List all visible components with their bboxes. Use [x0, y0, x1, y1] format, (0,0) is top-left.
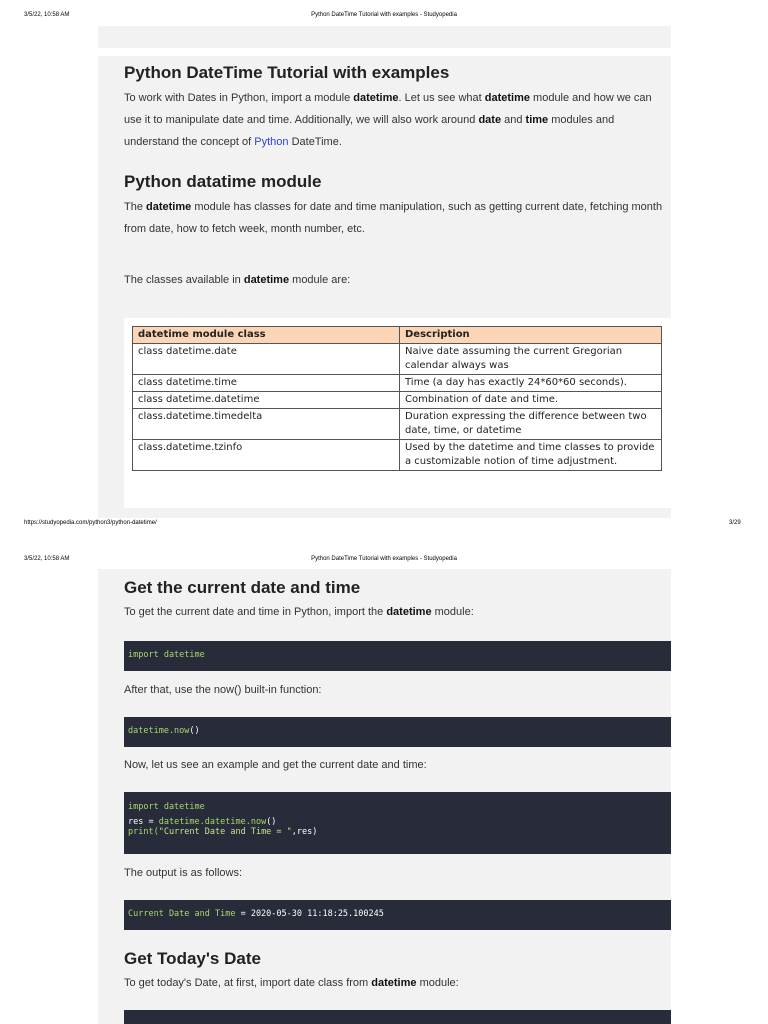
now-paragraph: After that, use the now() built-in function: [124, 684, 322, 696]
page-title: Python DateTime Tutorial with examples [124, 63, 450, 82]
module-heading: Python datatime module [124, 172, 322, 191]
print-url[interactable]: https://studyopedia.com/python3/python-datetime/ [24, 520, 157, 526]
code-token: () [189, 726, 200, 736]
table-cell: Time (a day has exactly 24*60*60 seconds). [400, 375, 662, 392]
code-token: datetime.datetime.now [158, 817, 267, 827]
bold-term: datetime [146, 201, 192, 213]
print-title: Python DateTime Tutorial with examples - Studyopedia [311, 12, 457, 18]
code-line [128, 726, 671, 736]
table-row [133, 375, 662, 392]
bold-term: datetime [371, 977, 417, 989]
intro-paragraph: To work with Dates in Python, import a module datetime. Let us see what datetime module and how we can use it to manipulate date and time. Additionally, we will also work around date and time modules and understand the concept of Python DateTime. [124, 92, 652, 148]
today-heading: Get Today's Date [124, 949, 261, 968]
table-cell: class datetime.date [133, 344, 400, 375]
code-token: print( [128, 827, 159, 837]
table-cell: Used by the datetime and time classes to provide a customizable notion of time adjustment. [400, 440, 662, 471]
code-token: Current Date and Time [128, 909, 236, 919]
print-date: 3/5/22, 10:58 AM [24, 556, 70, 562]
code-token: "Current Date and Time = " [158, 827, 292, 837]
table-header-cell: datetime module class [133, 327, 400, 344]
bold-term: time [525, 114, 549, 126]
current-date-paragraph: To get the current date and time in Python, import the datetime module: [124, 606, 474, 618]
code-block [124, 792, 671, 854]
today-paragraph: To get today's Date, at first, import date class from datetime module: [124, 977, 459, 989]
bold-term: datetime [484, 92, 530, 104]
code-line [128, 909, 671, 919]
table-row [133, 409, 662, 440]
code-token: = 2020-05-30 11:18:25.100245 [235, 909, 384, 919]
classes-paragraph: The classes available in datetime module are: [124, 274, 351, 286]
table-header-row [133, 327, 662, 344]
print-date: 3/5/22, 10:58 AM [24, 12, 70, 18]
print-title: Python DateTime Tutorial with examples - Studyopedia [311, 556, 457, 562]
table-cell: class datetime.time [133, 375, 400, 392]
table-row [133, 344, 662, 375]
table-row [133, 392, 662, 409]
table-cell: Combination of date and time. [400, 392, 662, 409]
code-token: datetime.now [128, 726, 190, 736]
output-paragraph: The output is as follows: [124, 867, 243, 879]
table-cell: class.datetime.tzinfo [133, 440, 400, 471]
code-block [124, 641, 671, 671]
table-row [133, 440, 662, 471]
code-block [124, 1010, 671, 1024]
code-token: () [266, 817, 277, 827]
module-paragraph: The datetime module has classes for date and time manipulation, such as getting current date, fetching month from date, how to fetch week, month number, etc. [124, 201, 663, 235]
classes-table [132, 326, 662, 471]
current-date-heading: Get the current date and time [124, 578, 361, 597]
section-today [124, 948, 671, 994]
print-page-number: 3/29 [729, 520, 741, 526]
bold-term: date [478, 114, 502, 126]
table-cell: Duration expressing the difference between two date, time, or datetime [400, 409, 662, 440]
table-cell: class datetime.datetime [133, 392, 400, 409]
table-cell: Naive date assuming the current Gregorian calendar always was [400, 344, 662, 375]
section-current-date [124, 577, 671, 623]
code-line: import datetime [128, 650, 205, 660]
table-container [124, 318, 671, 508]
output-block [124, 900, 671, 930]
top-strip [98, 26, 671, 48]
bold-term: datetime [243, 274, 290, 286]
code-token: ,res) [291, 827, 318, 837]
code-block [124, 717, 671, 747]
bold-term: datetime [353, 92, 399, 104]
code-line [128, 827, 671, 837]
code-token: res = [128, 817, 159, 827]
table-header-cell: Description [400, 327, 662, 344]
code-line: import datetime [128, 802, 205, 812]
code-line [128, 817, 671, 827]
inline-link[interactable]: Python [254, 136, 289, 148]
table-cell: class.datetime.timedelta [133, 409, 400, 440]
bold-term: datetime [386, 606, 432, 618]
section-intro [124, 62, 671, 291]
example-paragraph: Now, let us see an example and get the current date and time: [124, 759, 427, 771]
